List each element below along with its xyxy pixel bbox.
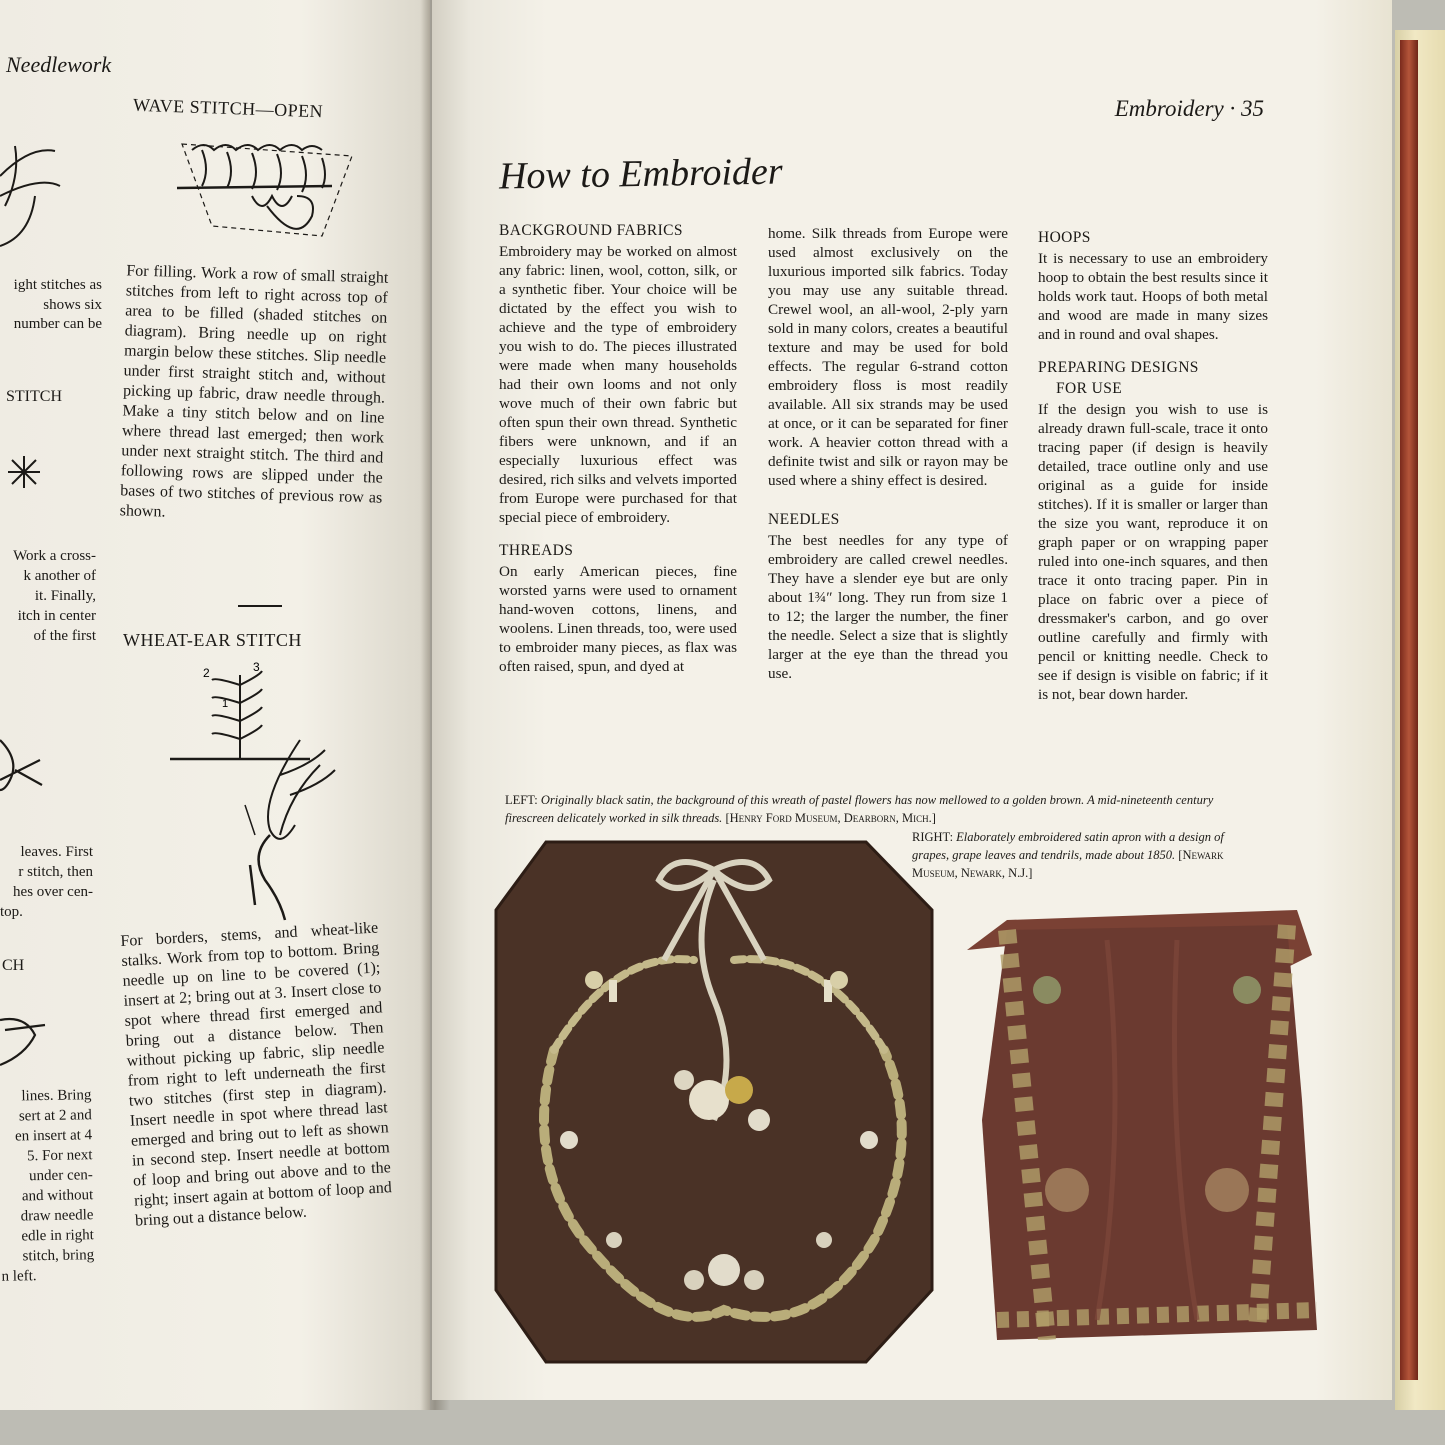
cover-binding: [1400, 40, 1418, 1380]
heading-needles: NEEDLES: [768, 511, 840, 528]
diagram-label-1: 1: [222, 698, 229, 710]
caption-left: [505, 791, 1265, 827]
fragment-diagram-2: [0, 730, 50, 800]
heading-background-fabrics: BACKGROUND FABRICS: [499, 222, 683, 239]
page-title: How to Embroider: [498, 150, 783, 198]
diagram-label-3: 3: [253, 660, 260, 674]
fragment-a: ight stitches as shows six number can be: [13, 277, 102, 332]
fragment-c: Work a cross- k another of it. Finally, itch in center of the first: [13, 548, 96, 644]
caption-right-lead: RIGHT:: [912, 830, 954, 844]
paragraph-needles: The best needles for any type of embroidery are called crewel needles. They have a slender eye but are only about 1¾″ long. They run from size 1 to 12; the larger the number, the finer the needle. Select a size that is slightly larger at the eye than the thread you use.: [768, 532, 1008, 682]
wave-stitch-diagram: [172, 136, 357, 246]
column-2: [768, 224, 1008, 683]
fragment-heading-stitch: STITCH: [6, 388, 62, 405]
column-3: [1038, 228, 1268, 704]
running-head-left: Needlework: [6, 52, 112, 77]
firescreen-photo: [494, 840, 934, 1365]
paragraph-preparing-designs: If the design you wish to use is already drawn full-scale, trace it onto tracing paper (if design is heavily detailed, trace outline only and use original as a guide for inside stitches). If it is smaller or larger than the size you want, reproduce it on graph paper or on wrapping paper ruled into one-inch squares, and then trace it onto tracing paper. Pin in place on fabric over a piece of dressmaker's carbon, and go over outline carefully and firmly with pencil or knitting needle. Check to see if design is visible on fabric; if it is not, bear down harder.: [1038, 401, 1268, 703]
wave-stitch-text: For filling. Work a row of small straight stitches from left to right across top of area to be filled (shaded stitches on diagram). Bring needle up on right margin below these stitches. Slip needle under first straight stitch and, without picking up fabric, draw needle through. Make a tiny stitch below and on line where thread last emerged; then work under next straight stitch. The third and following rows are slipped under the bases of two stitches of previous row as shown.: [119, 262, 389, 521]
wheat-ear-stitch-heading: WHEAT-EAR STITCH: [123, 630, 302, 650]
left-page: [0, 0, 430, 1410]
fragment-d: leaves. First r stitch, then hes over cen- top.: [0, 844, 93, 920]
paragraph-background-fabrics: Embroidery may be worked on almost any fabric: linen, wool, cotton, silk, or a synthetic fiber. Your choice will be dictated by the effect you wish to achieve and the type of embroidery you wish to do. The pieces illustrated were made when many households had their own looms and not only wove much of their own fabric but often spun their own thread. Synthetic fibers were unknown, and if an especially luxurious effect was desired, rich silks and velvets imported from Europe were purchased for that special piece of embroidery.: [499, 243, 737, 526]
caption-right-text: Elaborately embroidered satin apron with a design of grapes, grape leaves and tendrils, made about 1850.: [912, 830, 1224, 862]
section-divider: [238, 605, 282, 607]
caption-right: [912, 828, 1264, 882]
running-head-right: Embroidery · 35: [1114, 96, 1264, 121]
paragraph-threads: On early American pieces, fine worsted yarns were used to ornament hand-woven cottons, linens, and woolens. Linen threads, too, were used to embroider many pieces, as flax was often raised, spun, and dyed at: [499, 563, 737, 675]
paragraph-hoops: It is necessary to use an embroidery hoop to obtain the best results since it holds work taut. Hoops of both metal and wood are made in many sizes and in round and oval shapes.: [1038, 250, 1268, 343]
wave-stitch-heading: WAVE STITCH—OPEN: [132, 94, 324, 122]
wheat-ear-stitch-text: For borders, stems, and wheat-like stalks. Work from top to bottom. Bring needle up on line to be covered (1); insert at 2; bring out at 3. Insert close to spot where thread first emerged and bring out a distance below. Then without picking up fabric, slip needle from right to left underneath the first two stitches (first step in diagram). Insert needle in spot where thread last emerged and bring out to left as shown in second step. Insert needle at bottom of loop and bring out above and to the right; insert again at bottom of loop and bring out a distance below.: [120, 919, 393, 1230]
heading-preparing-designs: PREPARING DESIGNS: [1038, 359, 1199, 376]
caption-left-lead: LEFT:: [505, 793, 538, 807]
star-stitch-diagram: [4, 452, 44, 492]
wheat-ear-stitch-diagram: [170, 655, 360, 925]
fragment-diagram-1: [0, 136, 70, 266]
caption-left-credit: [Henry Ford Museum, Dearborn, Mich.]: [725, 811, 936, 825]
fragment-heading-ch: CH: [2, 957, 25, 974]
fragment-f: lines. Bring sert at 2 and en insert at 4 5. For next under cen- and without draw needle edle in right stitch, bring n left.: [1, 1087, 95, 1285]
right-page: [432, 0, 1392, 1400]
column-1: [499, 221, 737, 676]
heading-hoops: HOOPS: [1038, 229, 1091, 246]
heading-threads: THREADS: [499, 542, 574, 559]
caption-right-credit: [Newark Museum, Newark, N.J.]: [912, 848, 1224, 880]
caption-left-text: Originally black satin, the background of this wreath of pastel flowers has now mellowed to a golden brown. A mid-nineteenth century firescreen delicately worked in silk threads.: [505, 793, 1214, 825]
apron-photo: [957, 900, 1317, 1340]
paragraph-threads-continued: home. Silk threads from Europe were used almost exclusively on the luxurious imported silk fabrics. Today you may use any suitable thread. Crewel wool, an all-wool, 2-ply yarn sold in many colors, creates a beautiful texture and may be used for bold effects. The regular 6-strand cotton embroidery floss is most readily available. All six strands may be used at once, or it can be separated for finer work. A heavier cotton thread with a definite twist and silk or rayon may be used where a shiny effect is desired.: [768, 225, 1008, 489]
fragment-diagram-3: [0, 1000, 50, 1070]
diagram-label-2: 2: [203, 666, 210, 680]
heading-for-use: FOR USE: [1056, 380, 1123, 397]
